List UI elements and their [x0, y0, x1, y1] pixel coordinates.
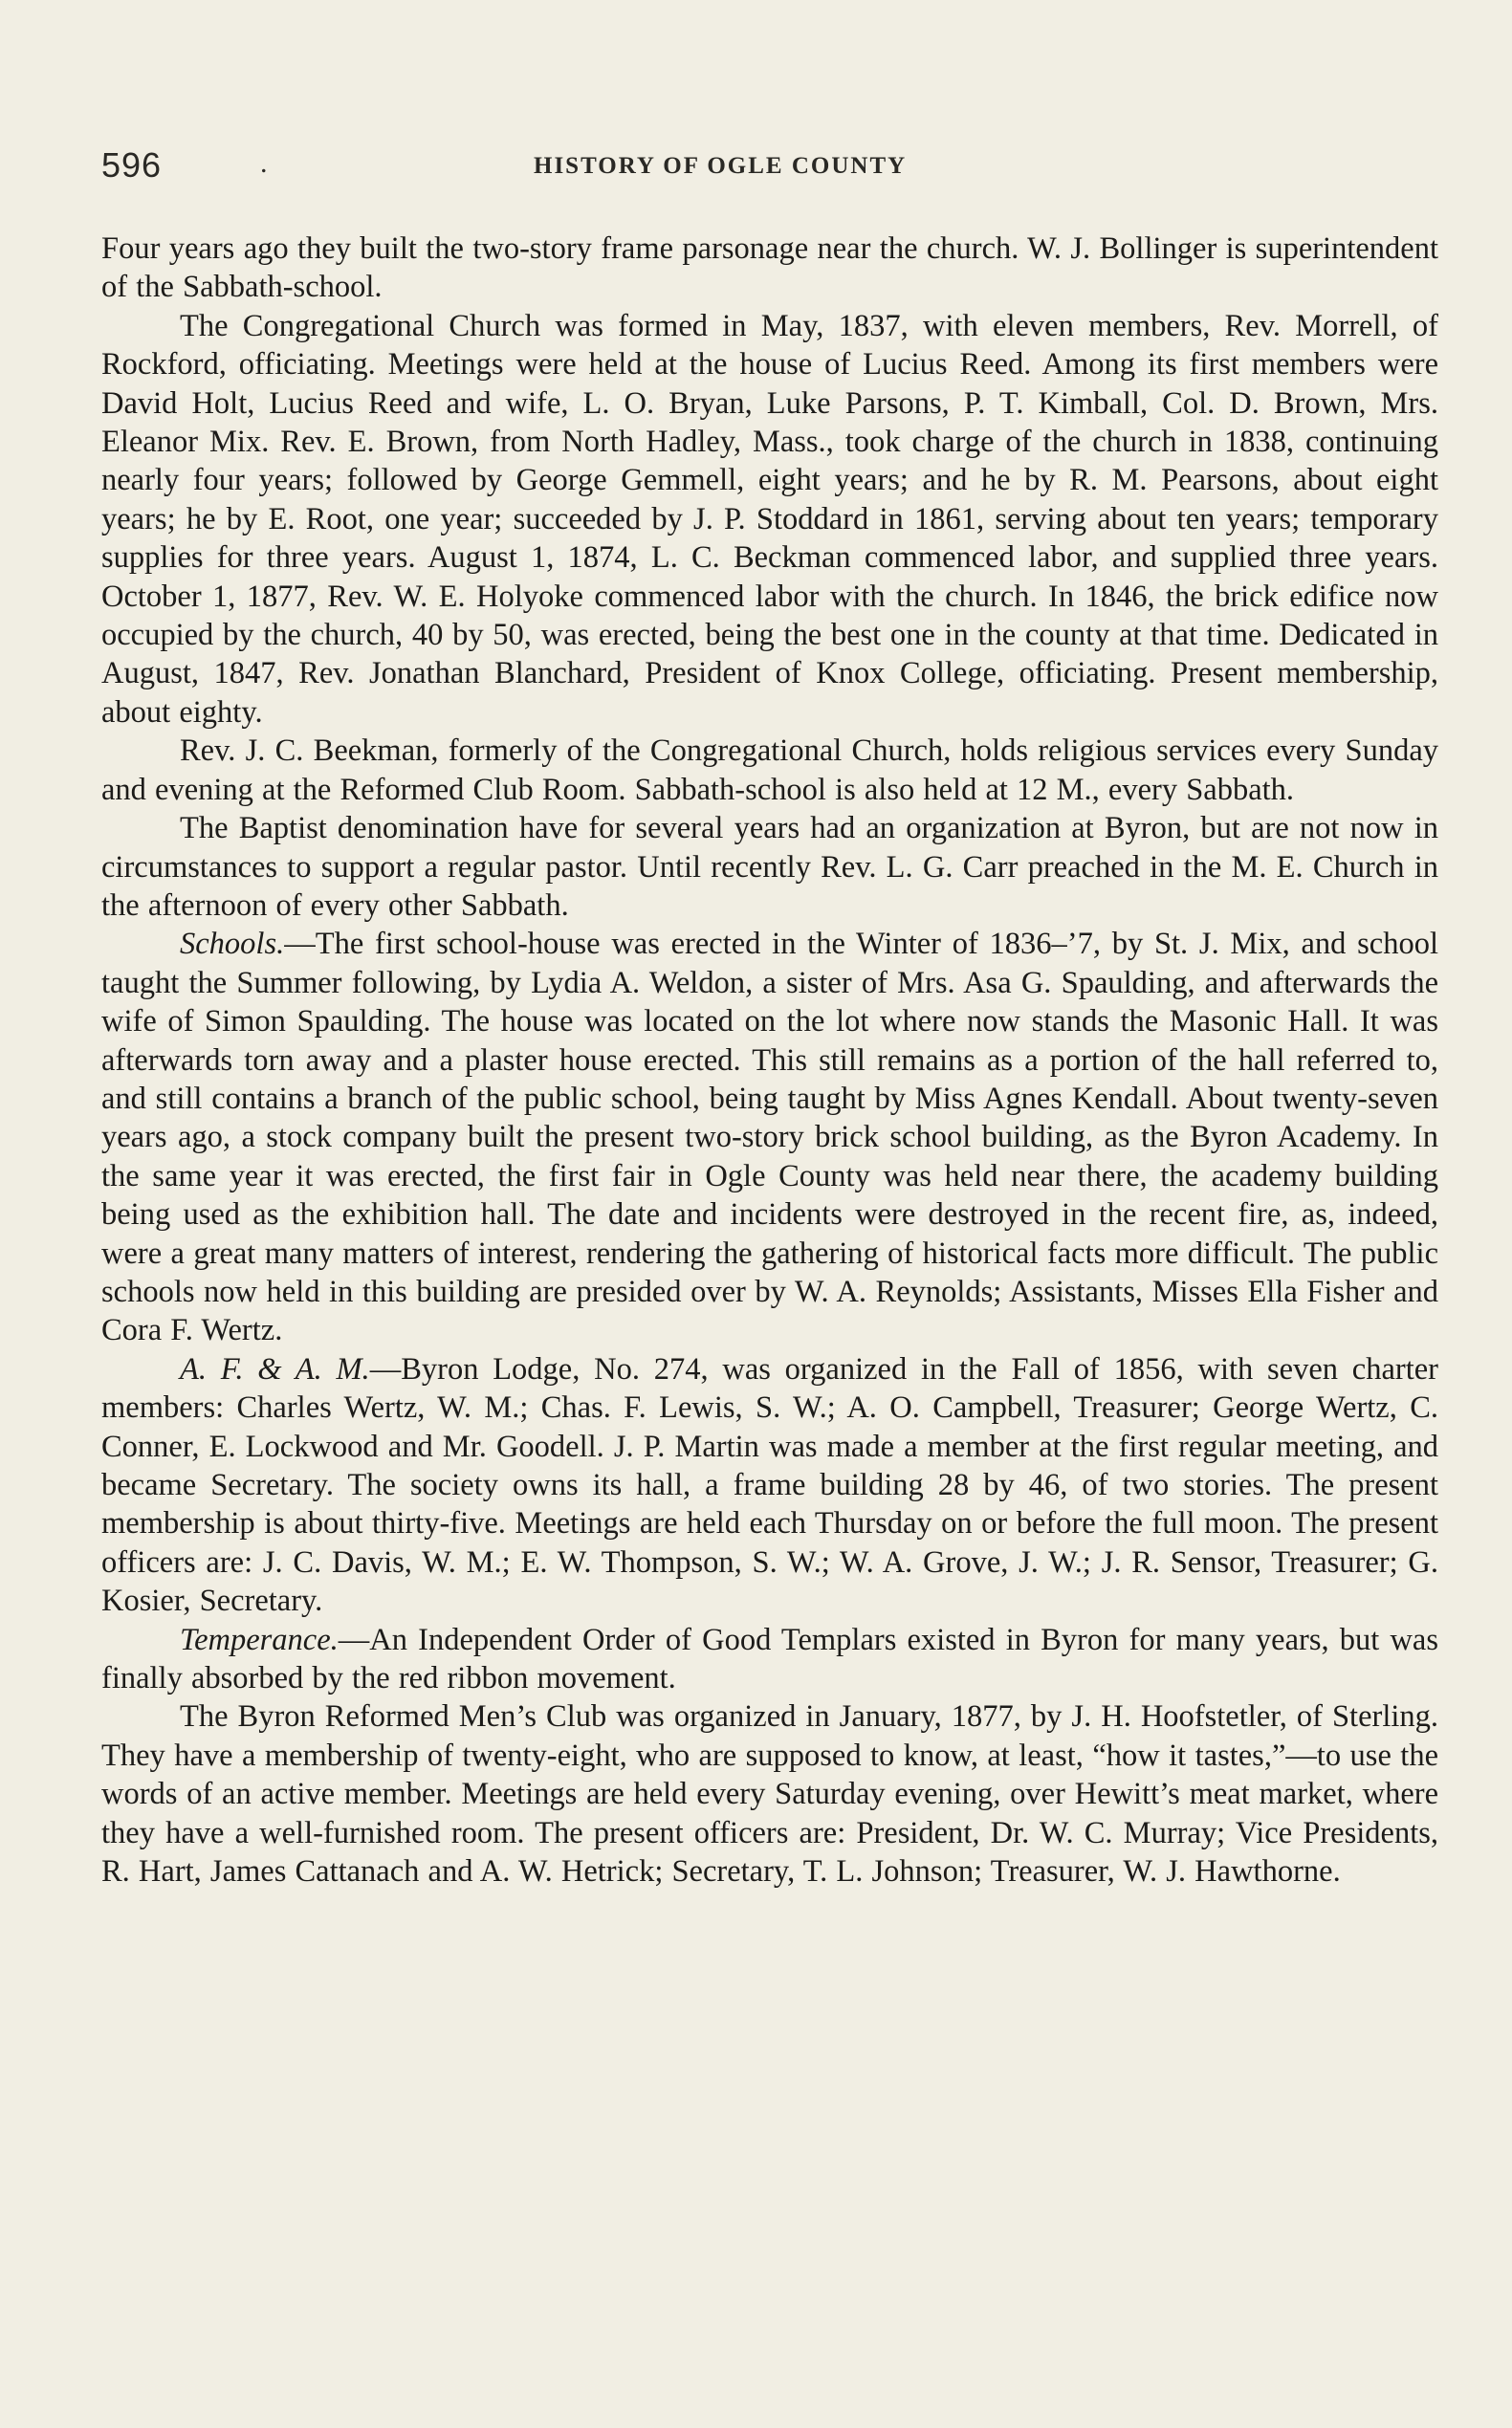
paragraph [101, 1697, 1438, 1891]
section-heading-schools: Schools. [180, 927, 285, 962]
paragraph [101, 1621, 1438, 1698]
paragraph-text: The Baptist denomination have for several years had an organization at Byron, but are not now in circumstances to support a regular pastor. Until recently Rev. L. G. Carr preached in the M. E. Church in the afternoon of every other Sabbath. [101, 811, 1438, 923]
paragraph [101, 809, 1438, 925]
paragraph-text: —An Independent Order of Good Templars existed in Byron for many years, but was finally absorbed by the red ribbon movement. [101, 1622, 1438, 1696]
paragraph-text: Rev. J. C. Beekman, formerly of the Congregational Church, holds religious services every Sunday and evening at the Reformed Club Room. Sabbath-school is also held at 12 M., every Sabbath. [101, 733, 1438, 807]
paragraph-text: —Byron Lodge, No. 274, was organized in the Fall of 1856, with seven charter members: Charles Wertz, W. M.; Chas. F. Lewis, S. W.; A. O. Campbell, Treasurer; George Wertz, C. Conner, E. Lockwood and Mr. Goodell. J. P. Martin was made a member at the first regular meeting, and became Secretary. The society owns its hall, a frame building 28 by 46, of two stories. The present membership is about thirty-five. Meetings are held each Thursday on or before the full moon. The present officers are: J. C. Davis, W. M.; E. W. Thompson, S. W.; W. A. Grove, J. W.; J. R. Sensor, Treasurer; G. Kosier, Secretary. [101, 1351, 1438, 1619]
section-heading-masons: A. F. & A. M. [180, 1351, 370, 1387]
section-heading-temperance: Temperance. [180, 1622, 339, 1657]
running-title: HISTORY OF OGLE COUNTY [534, 153, 908, 179]
page-header [101, 145, 1450, 189]
paragraph [101, 230, 1438, 307]
paragraph [101, 925, 1438, 1349]
paragraph-text: —The first school-house was erected in the Winter of 1836–’7, by St. J. Mix, and school taught the Summer following, by Lydia A. Weldon, a sister of Mrs. Asa G. Spaulding, and afterwards the wife of Simon Spaulding. The house was located on the lot where now stands the Masonic Hall. It was afterwards torn away and a plaster house erected. This still remains as a portion of the hall referred to, and still contains a branch of the public school, being taught by Miss Agnes Kendall. About twenty-seven years ago, a stock company built the present two-story brick school building, as the Byron Academy. In the same year it was erected, the first fair in Ogle County was held near there, the academy building being used as the exhibition hall. The date and incidents were destroyed in the recent fire, as, indeed, were a great many matters of interest, rendering the gathering of historical facts more difficult. The public schools now held in this building are presided over by W. A. Reynolds; Assistants, Misses Ella Fisher and Cora F. Wertz. [101, 927, 1438, 1348]
paragraph [101, 1350, 1438, 1621]
paragraph-text: The Congregational Church was formed in May, 1837, with eleven members, Rev. Morrell, of Rockford, officiating. Meetings were held at the house of Lucius Reed. Among its first members were David Holt, Lucius Reed and wife, L. O. Bryan, Luke Parsons, P. T. Kimball, Col. D. Brown, Mrs. Eleanor Mix. Rev. E. Brown, from North Hadley, Mass., took charge of the church in 1838, continuing nearly four years; followed by George Gemmell, eight years; and he by R. M. Pearsons, about eight years; he by E. Root, one year; succeeded by J. P. Stoddard in 1861, serving about ten years; temporary supplies for three years. August 1, 1874, L. C. Beckman commenced labor, and supplied three years. October 1, 1877, Rev. W. E. Holyoke commenced labor with the church. In 1846, the brick edifice now occupied by the church, 40 by 50, was erected, being the best one in the county at that time. Dedicated in August, 1847, Rev. Jonathan Blanchard, President of Knox College, officiating. Present membership, about eighty. [101, 308, 1438, 730]
paragraph [101, 307, 1438, 732]
paragraph-text: Four years ago they built the two-story frame parsonage near the church. W. J. Bollinger is superintendent of the Sabbath-school. [101, 231, 1438, 305]
header-separator: . [260, 147, 268, 179]
body-text [101, 230, 1438, 1891]
paragraph [101, 732, 1438, 809]
paragraph-text: The Byron Reformed Men’s Club was organized in January, 1877, by J. H. Hoofstetler, of Sterling. They have a membership of twenty-eight, who are supposed to know, at least, “how it tastes,”—to use the words of an active member. Meetings are held every Saturday evening, over Hewitt’s meat market, where they have a well-furnished room. The present officers are: President, Dr. W. C. Murray; Vice Presidents, R. Hart, James Cattanach and A. W. Hetrick; Secretary, T. L. Johnson; Treasurer, W. J. Hawthorne. [101, 1699, 1438, 1890]
page-number: 596 [101, 145, 163, 185]
